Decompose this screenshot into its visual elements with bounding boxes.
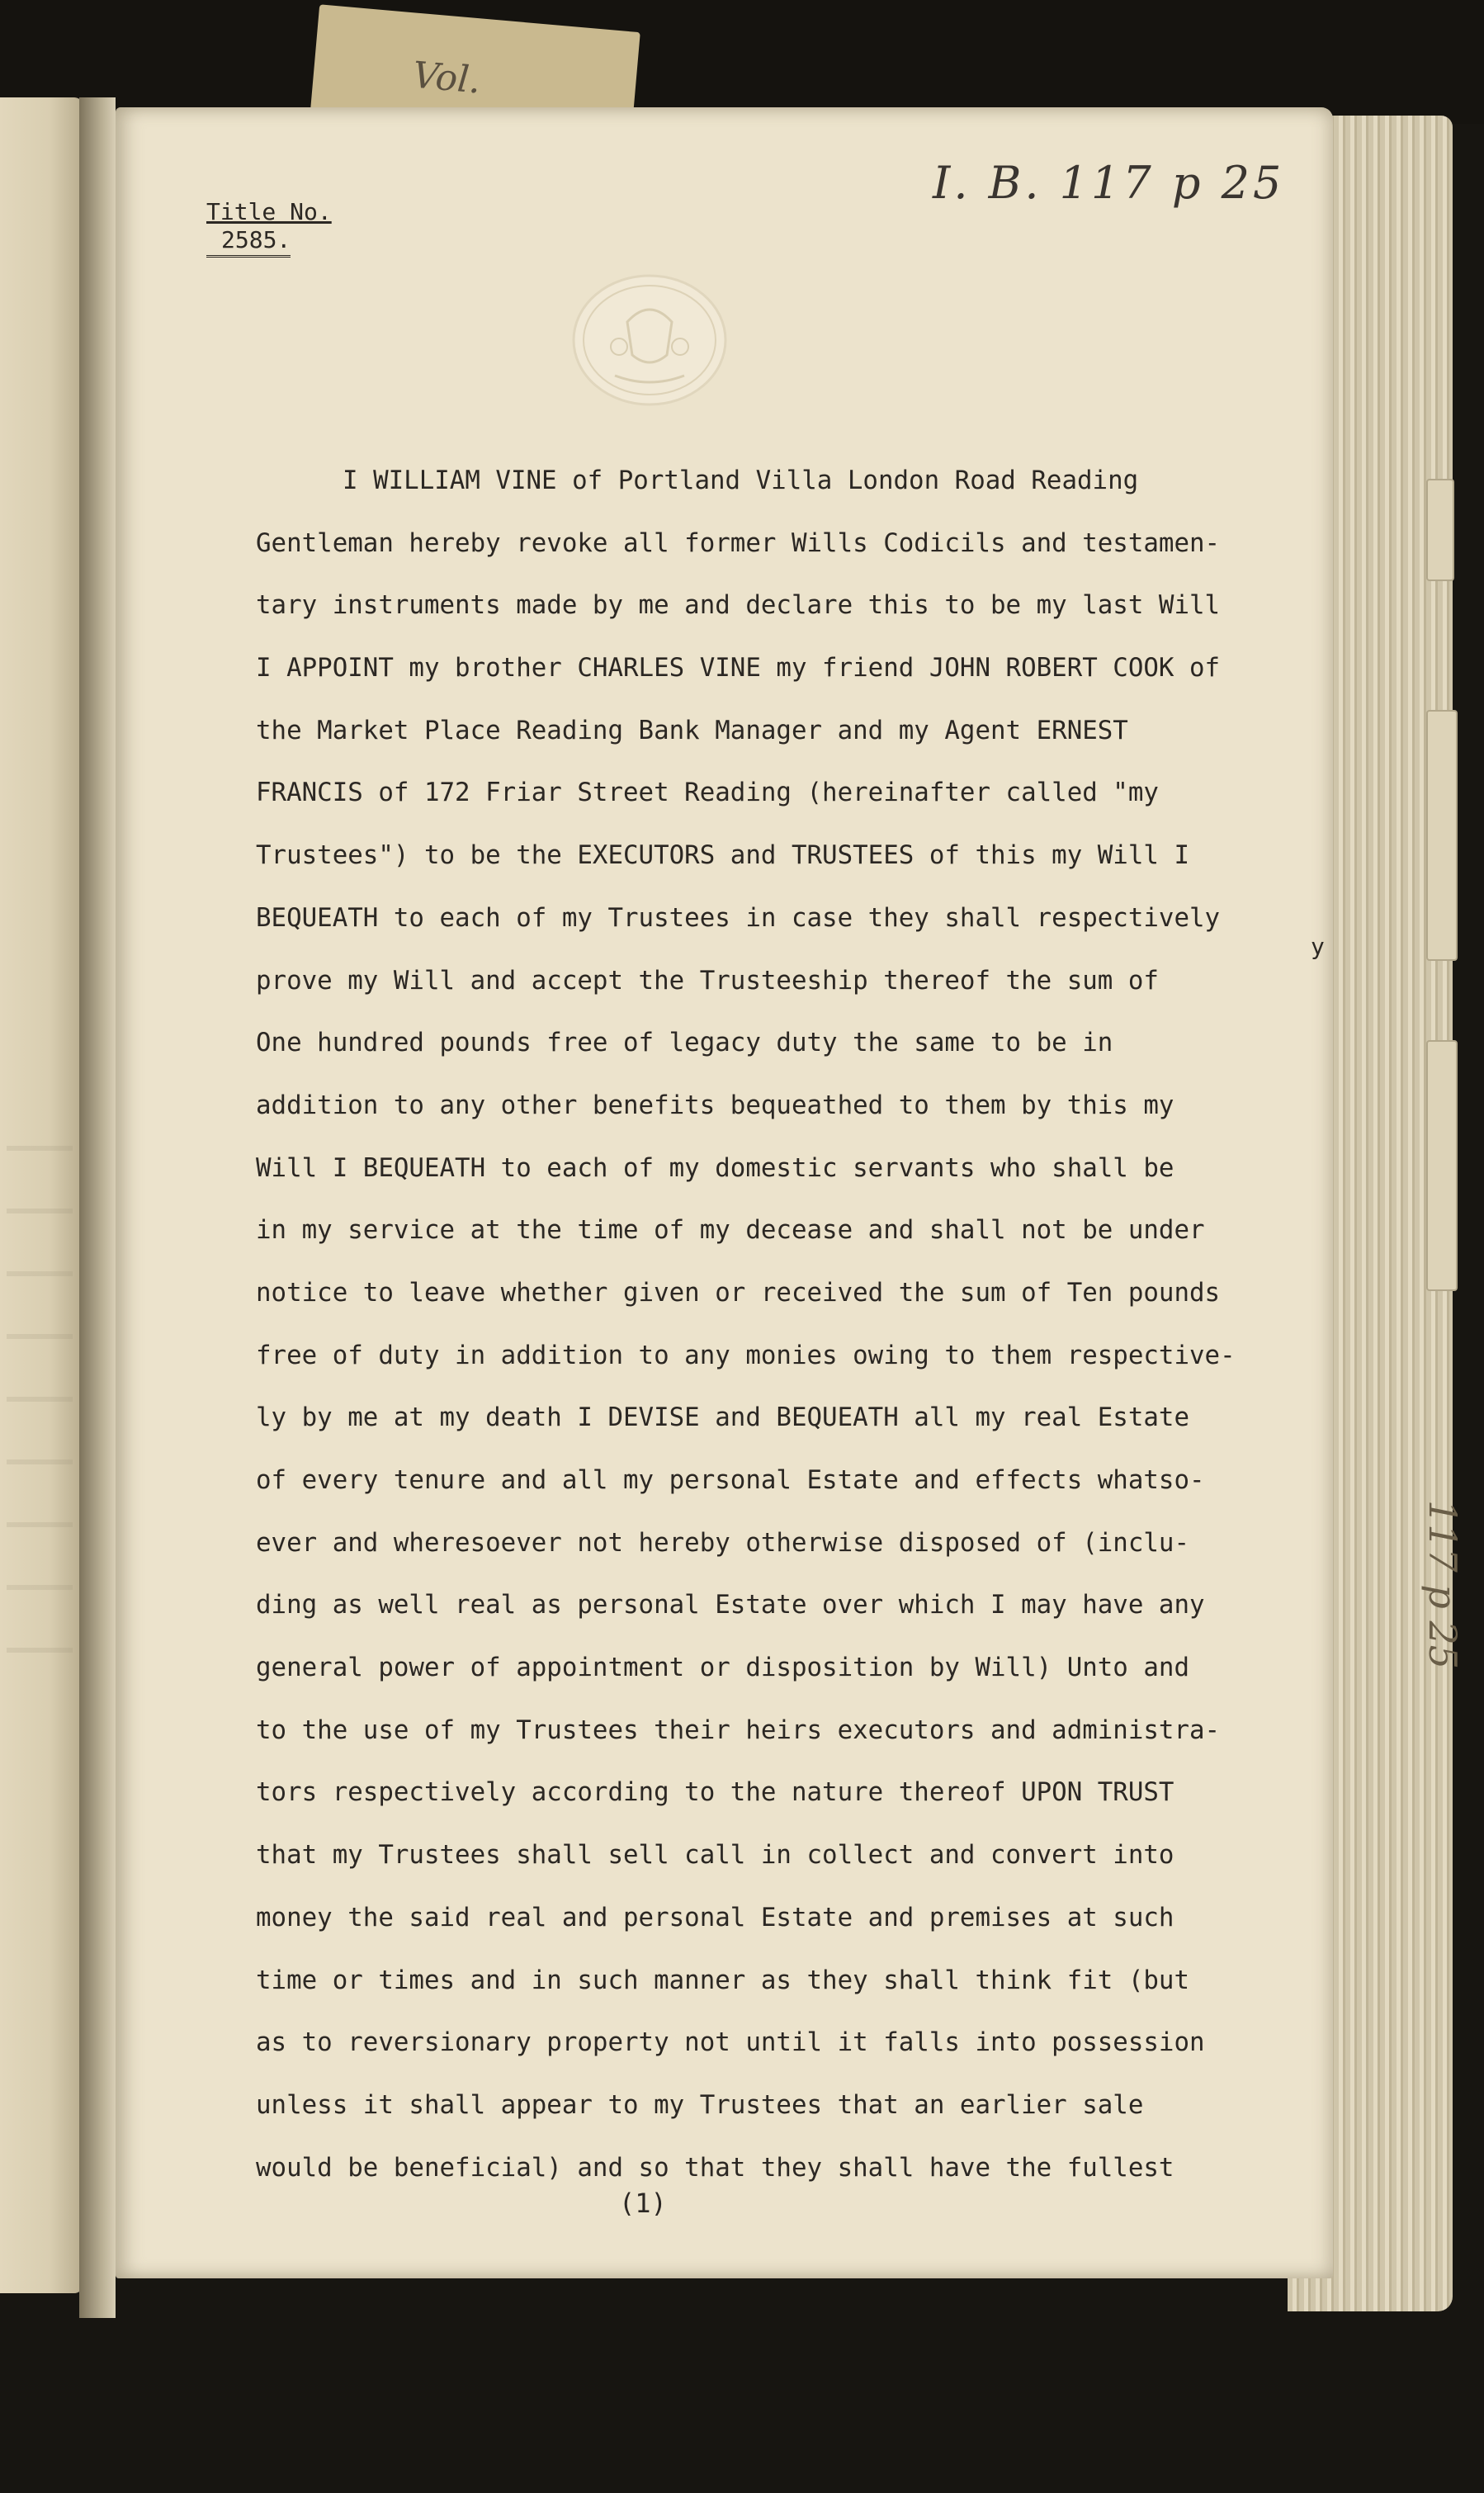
- text-line: tors respectively according to the nature thereof UPON TRUST: [256, 1777, 1174, 1808]
- text-line: ever and wheresoever not hereby otherwise disposed of (inclu-: [256, 1527, 1190, 1558]
- text-line: notice to leave whether given or received the sum of Ten pounds: [256, 1277, 1221, 1308]
- binding-background: [0, 0, 1484, 124]
- text-line: FRANCIS of 172 Friar Street Reading (hereinafter called "my: [256, 778, 1159, 808]
- page-edge-tab: [1426, 1040, 1458, 1291]
- text-line: in my service at the time of my decease and shall not be under: [256, 1215, 1205, 1246]
- text-line: prove my Will and accept the Trusteeship thereof the sum of: [256, 965, 1159, 996]
- text-line: unless it shall appear to my Trustees that an earlier sale: [256, 2089, 1144, 2120]
- volume-tab-label: Vol.: [411, 54, 483, 102]
- text-line: as to reversionary property not until it falls into possession: [256, 2027, 1205, 2058]
- text-line: ly by me at my death I DEVISE and BEQUEATH all my real Estate: [256, 1403, 1190, 1433]
- left-page-edge: [0, 97, 83, 2293]
- text-line: tary instruments made by me and declare this to be my last Will: [256, 590, 1221, 621]
- text-line: One hundred pounds free of legacy duty the same to be in: [256, 1028, 1113, 1058]
- title-label: Title No.: [206, 198, 332, 225]
- left-page-show-through: [7, 1088, 73, 1666]
- text-line: BEQUEATH to each of my Trustees in case they shall respectively: [256, 902, 1221, 933]
- text-line: that my Trustees shall sell call in collect and convert into: [256, 1840, 1174, 1871]
- handwritten-reference: I. B. 117 p 25: [933, 157, 1285, 209]
- text-line: Gentleman hereby revoke all former Wills Codicils and testamen-: [256, 527, 1221, 558]
- title-block: [206, 198, 332, 258]
- text-line: Trustees") to be the EXECUTORS and TRUSTEES of this my Will I: [256, 840, 1190, 871]
- text-line: addition to any other benefits bequeathed to them by this my: [256, 1090, 1174, 1120]
- text-line: ding as well real as personal Estate over which I may have any: [256, 1590, 1205, 1620]
- text-line: I WILLIAM VINE of Portland Villa London Road Reading: [343, 466, 1139, 495]
- embossed-seal-icon: [569, 272, 730, 409]
- edge-stamp-text: 117 p 25: [1420, 1500, 1465, 1670]
- title-number: 2585.: [206, 226, 291, 258]
- document-page: [116, 107, 1333, 2278]
- text-line: Will I BEQUEATH to each of my domestic servants who shall be: [256, 1152, 1174, 1183]
- book-gutter: [79, 97, 116, 2318]
- text-line: free of duty in addition to any monies owing to them respective-: [256, 1340, 1236, 1370]
- text-line: the Market Place Reading Bank Manager and my Agent ERNEST: [256, 715, 1128, 745]
- text-line: general power of appointment or disposition by Will) Unto and: [256, 1653, 1190, 1683]
- text-line: I APPOINT my brother CHARLES VINE my friend JOHN ROBERT COOK of: [256, 653, 1221, 684]
- text-line: time or times and in such manner as they shall think fit (but: [256, 1965, 1190, 1995]
- page-edge-tab: [1426, 710, 1458, 961]
- margin-mark: y: [1311, 933, 1325, 960]
- text-line: money the said real and personal Estate and premises at such: [256, 1902, 1174, 1932]
- text-line: to the use of my Trustees their heirs executors and administra-: [256, 1715, 1221, 1745]
- page-number: (1): [619, 2188, 667, 2219]
- page-edge-tab: [1426, 479, 1454, 581]
- will-body-text: [256, 450, 1321, 2199]
- text-line: of every tenure and all my personal Estate and effects whatso-: [256, 1465, 1205, 1495]
- edge-handwritten-stamp: [1393, 1453, 1465, 2493]
- text-line: would be beneficial) and so that they shall have the fullest: [256, 2152, 1174, 2183]
